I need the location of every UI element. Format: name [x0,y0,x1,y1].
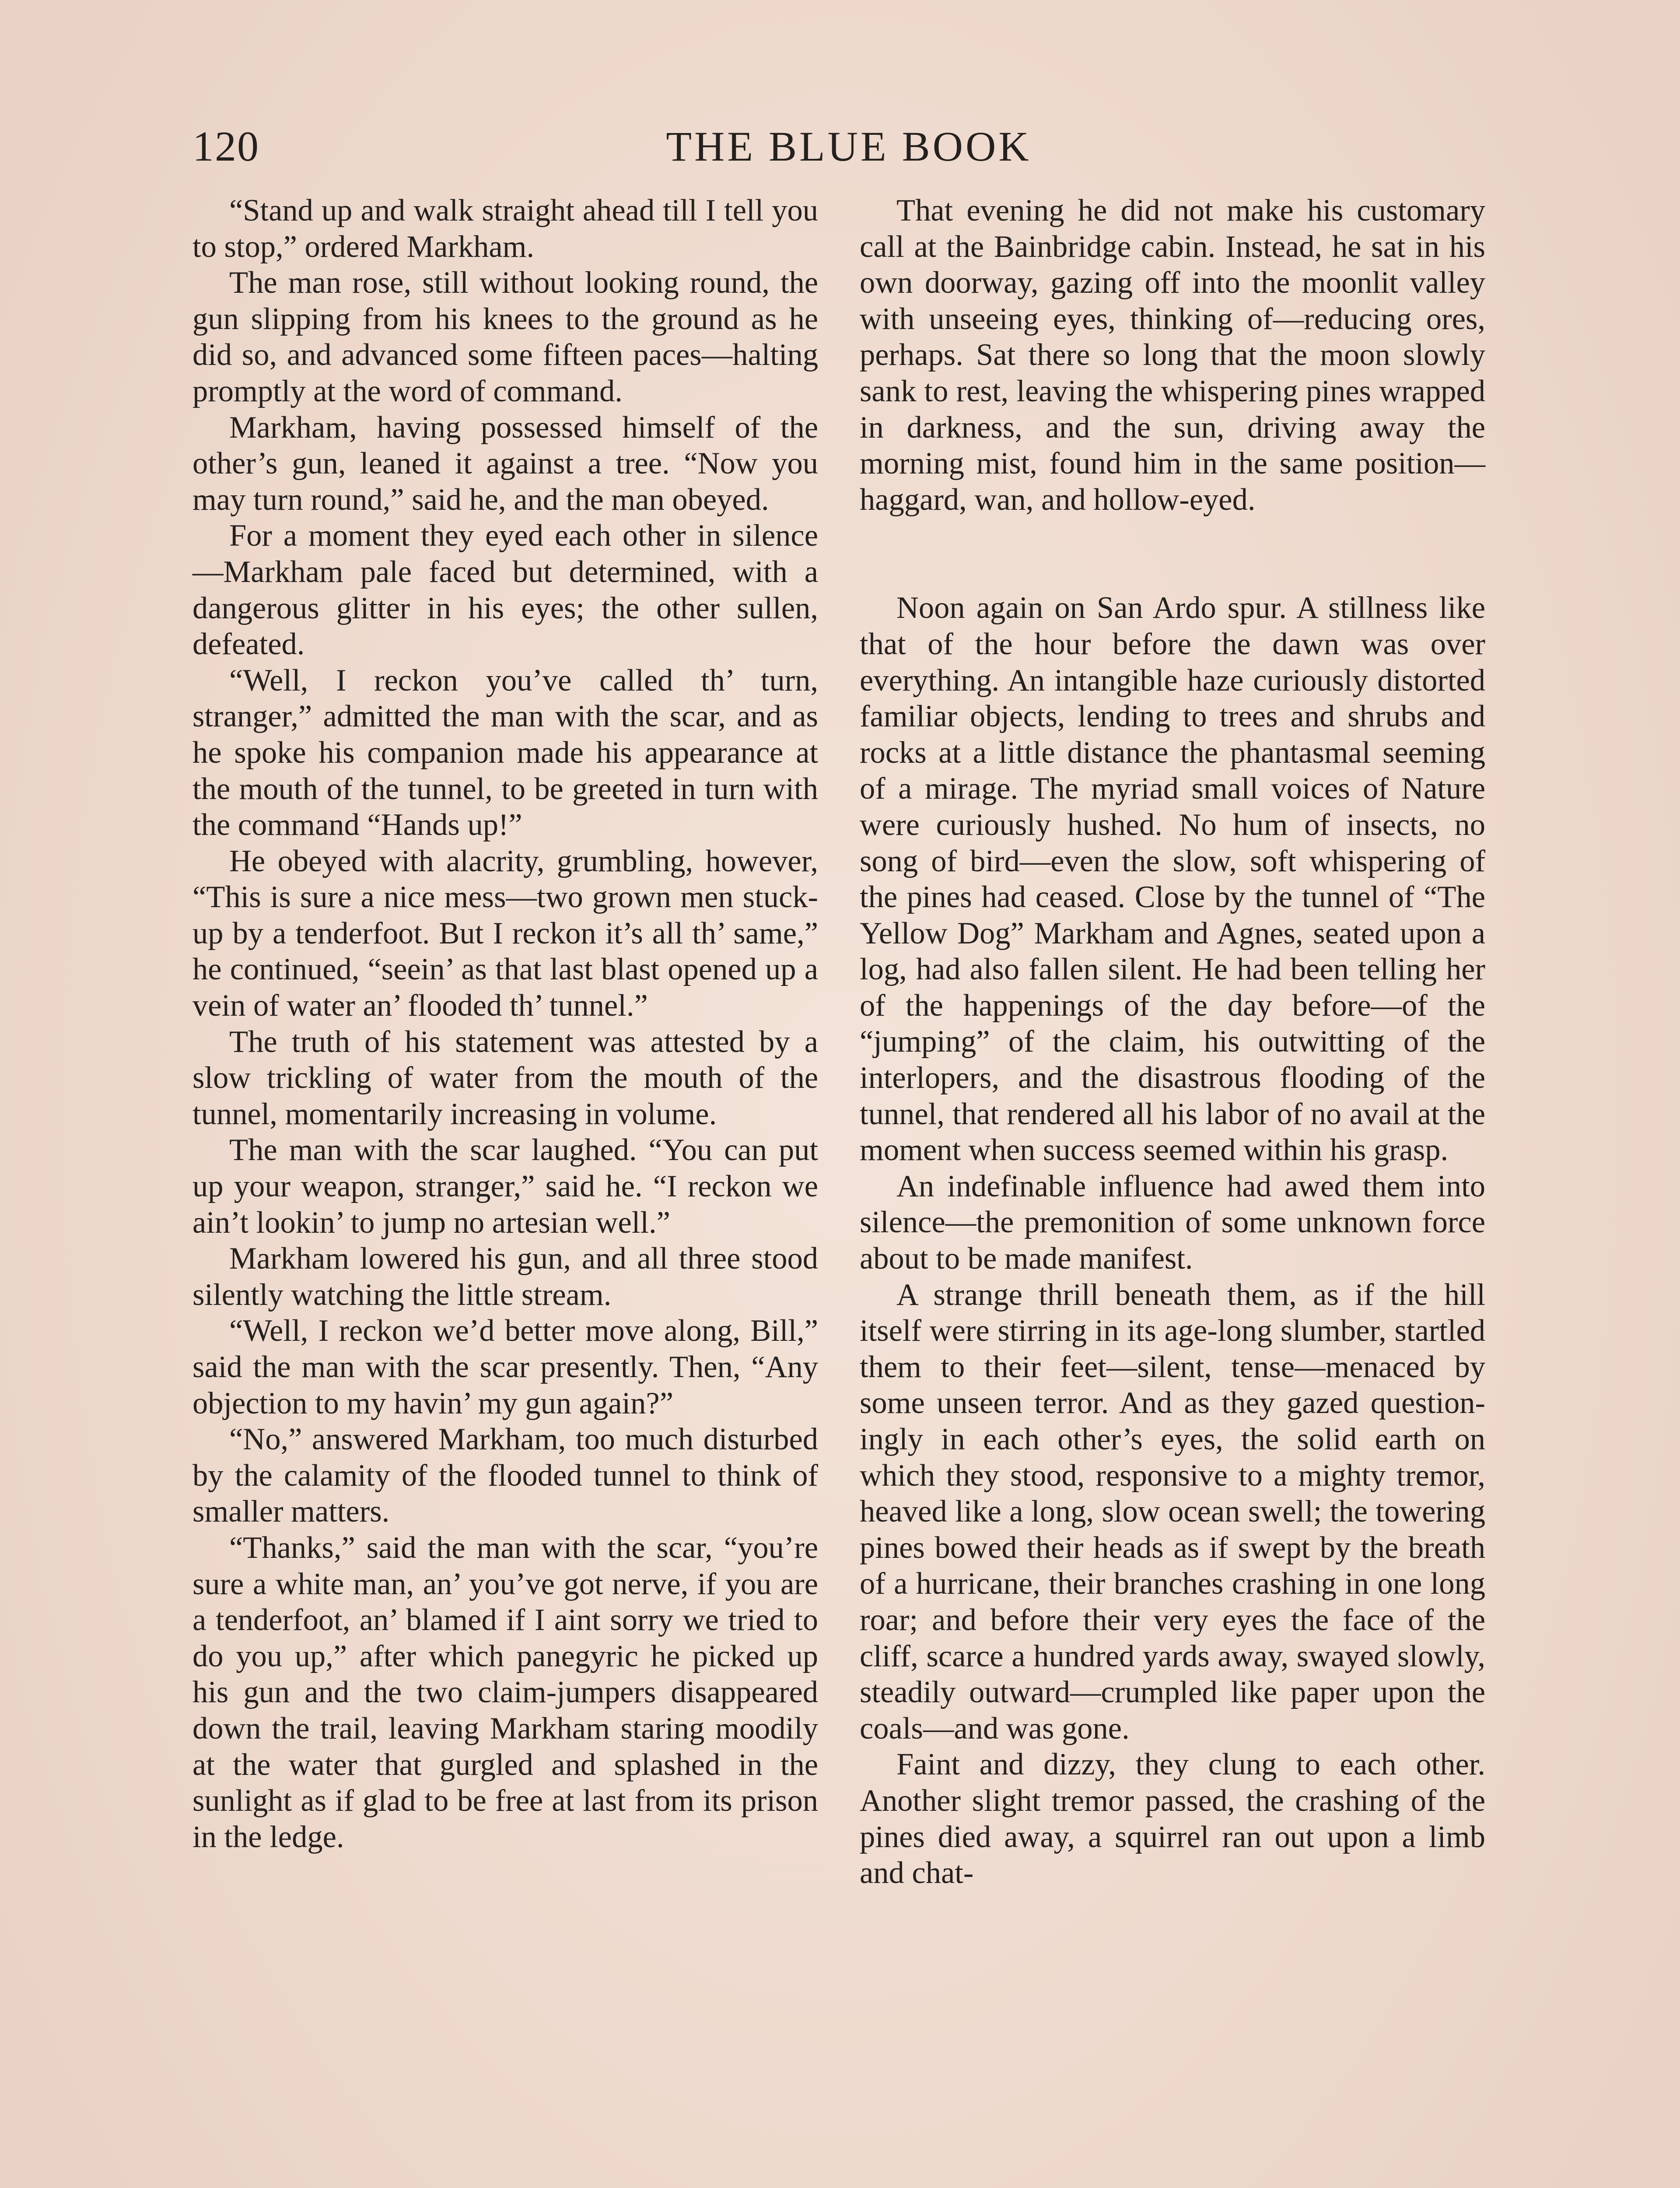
right-column [860,193,1485,1891]
paragraph: The man with the scar laughed. “You can put up your weapon, stranger,” said he. “I reckon we ain’t lookin’ to jump no artesian well.” [192,1133,818,1240]
paragraph: “Well, I reckon you’ve called th’ turn, stranger,” admitted the man with the scar, and as he spoke his companion made his appearance at the mouth of the tunnel, to be greeted in turn with the command “Hands up!” [192,663,818,842]
paragraph: That evening he did not make his customary call at the Bainbridge cabin. Instead, he sat in his own doorway, gazing off into the moonlit valley with unseeing eyes, thinking of—reducing ores, perhaps. Sat there so long that the moon slowly sank to rest, leaving the whispering pines wrapped in darkness, and the sun, driving away the morning mist, found him in the same position—haggard, wan, and hollow-eyed. [860,193,1485,517]
left-column [192,193,818,1855]
paragraph: An indefinable influence had awed them into silence—the premonition of some unknown force about to be made manifest. [860,1169,1485,1276]
paragraph: Noon again on San Ardo spur. A stillness like that of the hour before the dawn was over everything. An intangible haze curiously distorted familiar objects, lending to trees and shrubs and rocks at a little distance the phantasmal seeming of a mirage. The myriad small voices of Nature were curiously hushed. No hum of insects, no song of bird—even the slow, soft whispering of the pines had ceased. Close by the tunnel of “The Yellow Dog” Markham and Agnes, seated upon a log, had also fallen silent. He had been telling her of the happenings of the day before—of the “jumping” of the claim, his outwitting of the interlopers, and the disastrous flooding of the tunnel, that rendered all his labor of no avail at the moment when success seemed within his grasp. [860,591,1485,1168]
page-number: 120 [192,123,259,170]
section-break [860,518,1485,590]
paragraph: A strange thrill beneath them, as if the hill itself were stirring in its age-long slumber, startled them to their feet—silent, tense—menaced by some unseen terror. And as they gazed questioningly in each other’s eyes, the solid earth on which they stood, responsive to a mighty tremor, heaved like a long, slow ocean swell; the towering pines bowed their heads as if swept by the breath of a hurricane, their branches crashing in one long roar; and before their very eyes the face of the cliff, scarce a hundred yards away, swayed slowly, steadily outward—crumpled like paper upon the coals—and was gone. [860,1277,1485,1746]
paragraph: The man rose, still without looking round, the gun slipping from his knees to the ground as he did so, and advanced some fifteen paces—halting promptly at the word of command. [192,266,818,408]
running-title: THE BLUE BOOK [666,123,1032,170]
paragraph: Markham, having possessed himself of the other’s gun, leaned it against a tree. “Now you may turn round,” said he, and the man obeyed. [192,410,818,517]
paragraph: The truth of his statement was attested by a slow trickling of water from the mouth of the tunnel, momentarily increasing in volume. [192,1024,818,1131]
paragraph: He obeyed with alacrity, grumbling, however, “This is sure a nice mess—two grown men stuck-up by a tenderfoot. But I reckon it’s all th’ same,” he continued, “seein’ as that last blast opened up a vein of water an’ flooded th’ tunnel.” [192,844,818,1023]
paragraph: “Well, I reckon we’d better move along, Bill,” said the man with the scar presently. Then, “Any objection to my havin’ my gun again?” [192,1314,818,1420]
paragraph: Faint and dizzy, they clung to each other. Another slight tremor passed, the crashing of the pines died away, a squirrel ran out upon a limb and chat- [860,1747,1485,1890]
paragraph: “No,” answered Markham, too much disturbed by the calamity of the flooded tunnel to think of smaller matters. [192,1422,818,1529]
paragraph: “Stand up and walk straight ahead till I tell you to stop,” ordered Markham. [192,193,818,264]
paragraph: “Thanks,” said the man with the scar, “you’re sure a white man, an’ you’ve got nerve, if you are a tenderfoot, an’ blamed if I aint sorry we tried to do you up,” after which panegyric he picked up his gun and the two claim-jumpers disappeared down the trail, leaving Markham staring moodily at the water that gurgled and splashed in the sunlight as if glad to be free at last from its prison in the ledge. [192,1530,818,1854]
paragraph: Markham lowered his gun, and all three stood silently watching the little stream. [192,1241,818,1312]
paragraph: For a moment they eyed each other in silence—Markham pale faced but determined, with a dangerous glitter in his eyes; the other sullen, defeated. [192,519,818,662]
page-header [192,118,1505,175]
